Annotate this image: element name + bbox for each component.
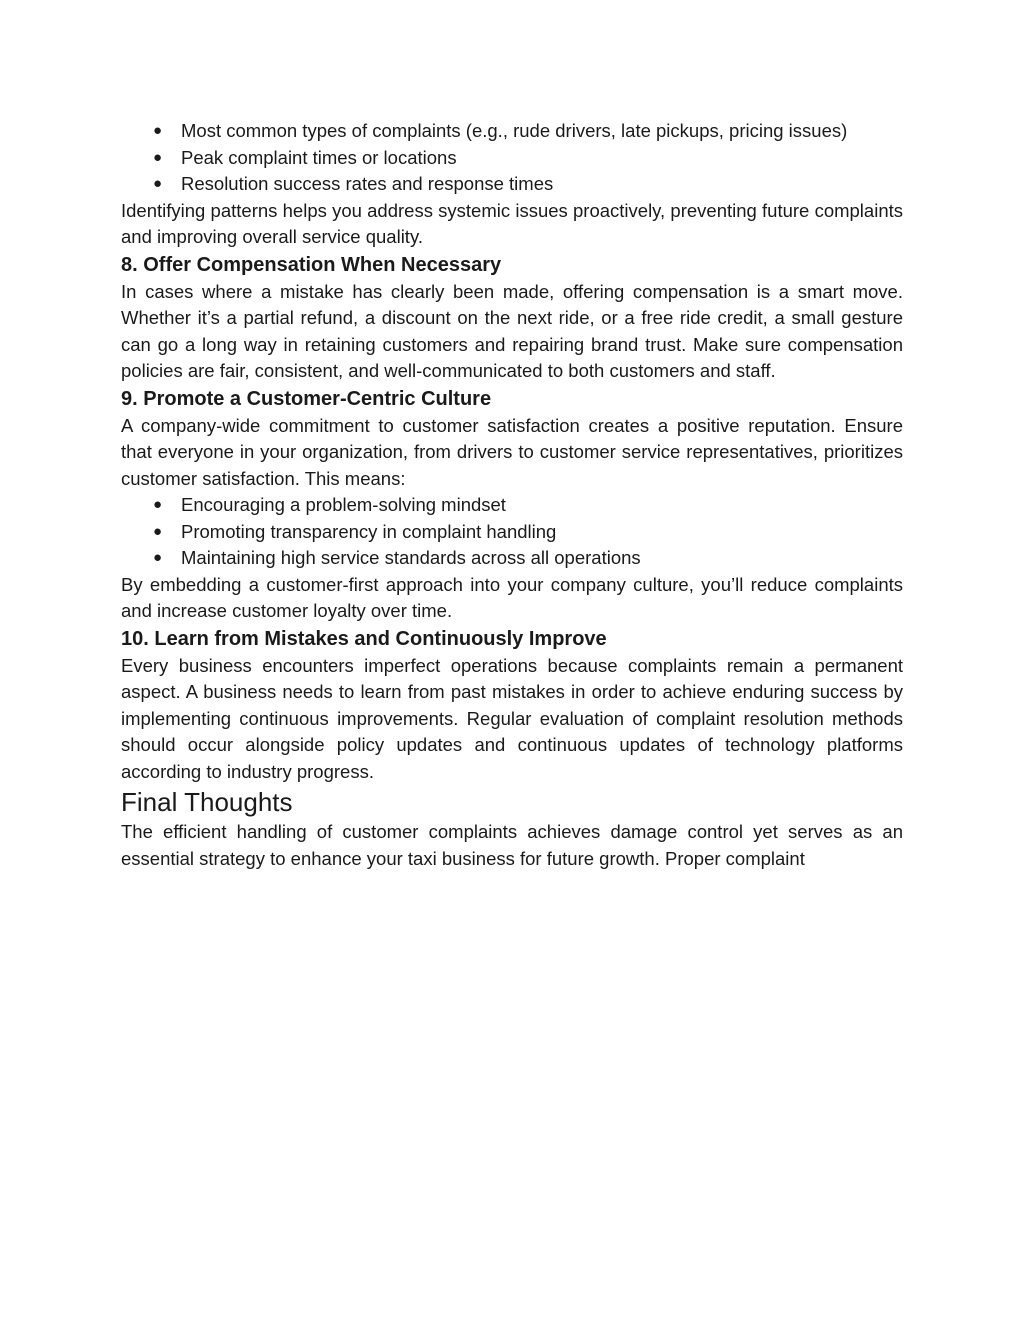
section-8-body: In cases where a mistake has clearly been made, offering compensation is a smart move. Whether it’s a partial refund, a discount on the next ride, or a free ride credit, a small gesture can go a long way in retaining customers and repairing brand trust. Make sure compensation policies are fair, consistent, and well-communicated to both customers and staff. (121, 280, 903, 381)
bullet-icon: ● (153, 148, 163, 166)
document-page (121, 118, 903, 872)
section-9-heading: 9. Promote a Customer-Centric Culture (121, 387, 492, 410)
culture-list (121, 492, 903, 572)
list-item: ● Most common types of complaints (e.g., rude drivers, late pickups, pricing issues) (121, 118, 903, 145)
list-item: ● Resolution success rates and response times (121, 171, 903, 198)
section-10-body: Every business encounters imperfect operations because complaints remain a permanent aspect. A business needs to learn from past mistakes in order to achieve enduring success by implementing continuous improvements. Regular evaluation of complaint resolution methods should occur alongside policy updates and continuous updates of technology platforms according to industry progress. (121, 654, 903, 782)
complaint-analysis-list (121, 118, 903, 198)
bullet-icon: ● (153, 175, 163, 192)
section-9-body: A company-wide commitment to customer satisfaction creates a positive reputation. Ensure that everyone in your organization, from drivers to customer service representatives, prioritizes customer satisfaction. This means: (121, 414, 903, 489)
bullet-icon: ● (153, 522, 163, 540)
patterns-paragraph: Identifying patterns helps you address systemic issues proactively, preventing future complaints and improving overall service quality. (121, 199, 903, 247)
list-item: ● Promoting transparency in complaint handling (121, 519, 903, 546)
final-thoughts-heading: Final Thoughts (121, 787, 293, 817)
list-item: ● Maintaining high service standards across all operations (121, 545, 903, 572)
bullet-icon: ● (153, 122, 163, 139)
section-9-closing: By embedding a customer-first approach into your company culture, you’ll reduce complaints and increase customer loyalty over time. (121, 573, 903, 621)
bullet-icon: ● (153, 496, 163, 513)
final-thoughts-body: The efficient handling of customer complaints achieves damage control yet serves as an essential strategy to enhance your taxi business for future growth. Proper complaint (121, 821, 903, 869)
section-10-heading: 10. Learn from Mistakes and Continuously Improve (121, 627, 607, 650)
list-item: ● Encouraging a problem-solving mindset (121, 492, 903, 519)
list-item: ● Peak complaint times or locations (121, 145, 903, 172)
bullet-icon: ● (153, 549, 163, 566)
section-8-heading: 8. Offer Compensation When Necessary (121, 253, 502, 276)
